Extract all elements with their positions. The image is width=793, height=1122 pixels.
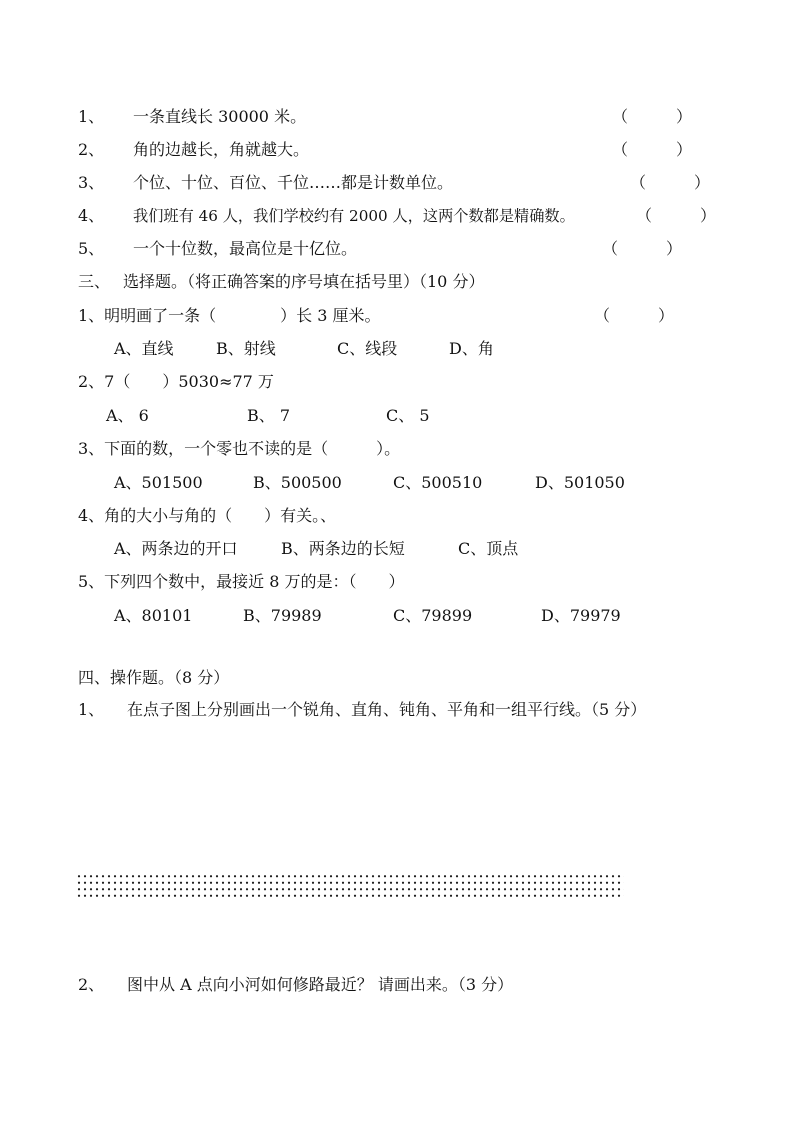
choice-5-option-b[interactable]: B、79989 [243,606,322,625]
choice-1-option-b[interactable]: B、射线 [216,339,276,358]
choice-question-1 [0,305,793,327]
judge-item-1-answer-blank[interactable]: （ ） [612,107,693,126]
judge-item-5-answer-blank[interactable]: （ ） [602,239,683,258]
section-operation-heading [0,667,793,689]
choice-4-option-a[interactable]: A、两条边的开口 [114,539,238,558]
choice-5-option-a[interactable]: A、80101 [114,606,193,625]
operation-question-2 [0,974,793,996]
choice-4-option-c[interactable]: C、顶点 [458,539,519,558]
choice-1-option-d[interactable]: D、角 [449,339,494,358]
choice-question-1-options [0,338,793,360]
choice-question-1-answer-blank[interactable]: （ ） [594,306,675,325]
choice-question-5-options [0,605,793,627]
choice-3-option-d[interactable]: D、501050 [535,473,625,492]
choice-question-3-text: 3、下面的数，一个零也不读的是（ ）。 [78,439,401,458]
choice-question-2-text: 2、7（ ）5030≈77 万 [78,372,274,391]
judge-item-1-number: 1、 [78,107,105,126]
choice-2-option-a[interactable]: A、 6 [106,406,149,425]
choice-1-option-c[interactable]: C、线段 [337,339,398,358]
section-operation-title: 四、操作题。（8 分） [78,668,230,687]
choice-question-3 [0,438,793,460]
operation-question-1-text: 在点子图上分别画出一个锐角、直角、钝角、平角和一组平行线。（5 分） [127,700,647,719]
judge-item-4 [0,205,793,227]
section-choice-title: 选择题。（将正确答案的序号填在括号里）（10 分） [123,272,485,291]
choice-2-option-c[interactable]: C、 5 [386,406,430,425]
section-choice-number: 三、 [78,272,111,291]
choice-3-option-a[interactable]: A、501500 [114,473,203,492]
judge-item-2-answer-blank[interactable]: （ ） [612,140,693,159]
judge-item-3-answer-blank[interactable]: （ ） [630,173,711,192]
judge-item-1-text: 一条直线长 30000 米。 [133,107,307,126]
choice-3-option-b[interactable]: B、500500 [253,473,342,492]
judge-item-2 [0,139,793,161]
choice-question-2 [0,371,793,393]
choice-2-option-b[interactable]: B、 7 [247,406,291,425]
choice-5-option-d[interactable]: D、79979 [541,606,621,625]
choice-question-4-options [0,538,793,560]
choice-question-3-options [0,472,793,494]
judge-item-5-number: 5、 [78,239,105,258]
judge-item-4-text: 我们班有 46 人，我们学校约有 2000 人，这两个数都是精确数。 [133,207,575,225]
judge-item-3-number: 3、 [78,173,105,192]
choice-1-option-a[interactable]: A、直线 [114,339,174,358]
operation-question-2-number: 2、 [78,975,105,994]
choice-question-5 [0,571,793,593]
section-choice-heading [0,271,793,293]
judge-item-5-text: 一个十位数，最高位是十亿位。 [133,239,358,258]
judge-item-1 [0,106,793,128]
operation-question-1-number: 1、 [78,700,105,719]
choice-question-1-text: 1、明明画了一条（ ）长 3 厘米。 [78,306,381,325]
operation-question-1 [0,699,793,721]
judge-item-3 [0,172,793,194]
judge-item-4-answer-blank[interactable]: （ ） [636,206,717,225]
judge-item-5 [0,238,793,260]
choice-3-option-c[interactable]: C、500510 [393,473,483,492]
judge-item-2-text: 角的边越长，角就越大。 [133,140,310,159]
judge-item-3-text: 个位、十位、百位、千位……都是计数单位。 [133,173,454,192]
choice-4-option-b[interactable]: B、两条边的长短 [281,539,405,558]
choice-question-2-options [0,405,793,427]
choice-5-option-c[interactable]: C、79899 [393,606,473,625]
dot-grid[interactable] [76,873,624,899]
operation-question-2-text: 图中从 A 点向小河如何修路最近？ 请画出来。（3 分） [127,975,514,994]
choice-question-4 [0,505,793,527]
choice-question-4-text: 4、角的大小与角的（ ）有关。、 [78,506,337,525]
judge-item-4-number: 4、 [78,206,105,225]
judge-item-2-number: 2、 [78,140,105,159]
choice-question-5-text: 5、下列四个数中，最接近 8 万的是：（ ） [78,572,405,591]
